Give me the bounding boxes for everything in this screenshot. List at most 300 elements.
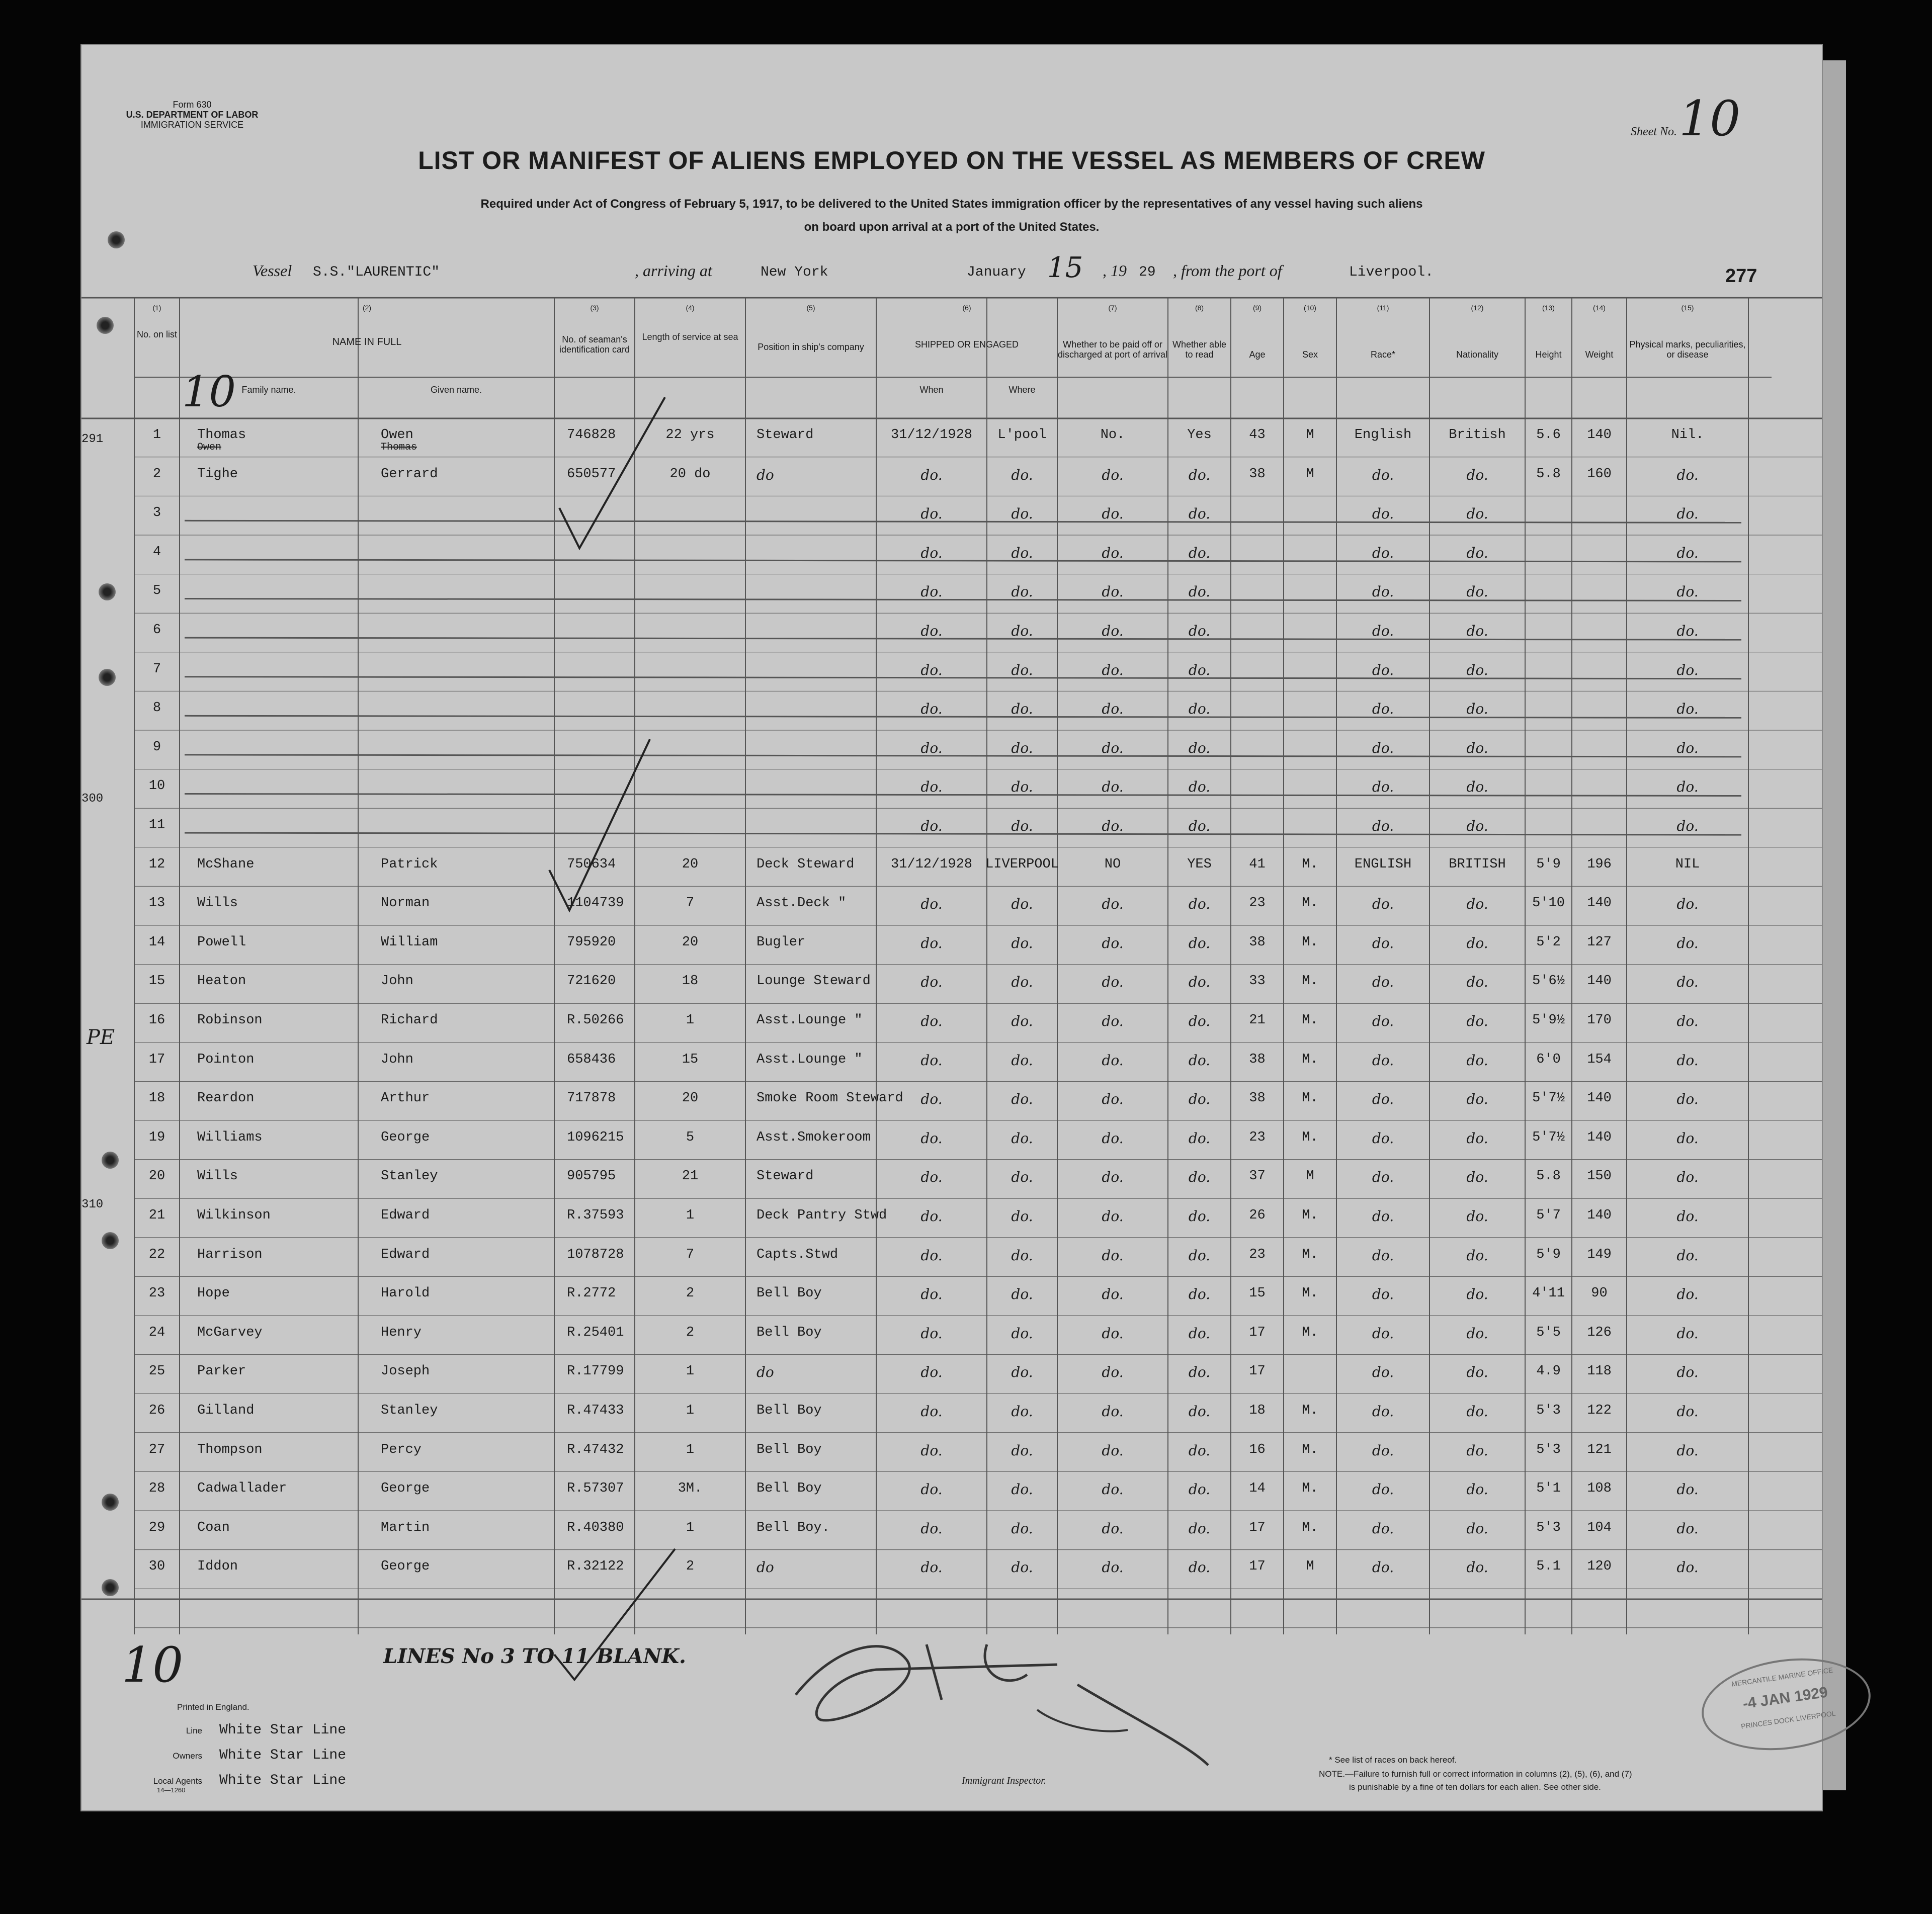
strike-line <box>185 638 1741 640</box>
line-value: White Star Line <box>219 1722 347 1738</box>
id-card-number: R.25401 <box>567 1325 624 1340</box>
sex: M. <box>1302 1442 1318 1457</box>
sex: M. <box>1302 1403 1318 1418</box>
shipped-when: do. <box>920 1520 943 1537</box>
column-number: (2) <box>362 304 372 312</box>
shipped-where: do. <box>1011 934 1033 951</box>
physical-marks: do. <box>1676 1091 1699 1108</box>
column-number: (7) <box>1108 304 1117 312</box>
physical-marks: do. <box>1676 544 1699 561</box>
paid-off: do. <box>1102 818 1124 834</box>
nationality: do. <box>1466 505 1488 523</box>
race: do. <box>1372 466 1394 483</box>
column-number: (1) <box>152 304 161 312</box>
race: do. <box>1372 896 1394 913</box>
able-to-read: do. <box>1188 466 1211 483</box>
shipped-when: 31/12/1928 <box>890 856 973 872</box>
paid-off: do. <box>1102 1247 1124 1264</box>
arrival-day: 15 <box>1047 251 1083 284</box>
shipped-when: do. <box>920 1403 943 1420</box>
id-card-number: 1104739 <box>567 896 624 911</box>
position: Bell Boy. <box>757 1520 830 1535</box>
arrival-year: 29 <box>1139 265 1156 280</box>
given-name: George <box>381 1559 430 1575</box>
row-number: 1 <box>152 427 161 443</box>
shipped-when: do. <box>920 466 943 483</box>
age: 38 <box>1249 466 1266 482</box>
length-of-service: 5 <box>686 1129 695 1145</box>
given-name: Gerrard <box>381 466 438 482</box>
nationality: do. <box>1466 974 1488 991</box>
arrival-month: January <box>967 265 1026 280</box>
id-card-number: R.32122 <box>567 1559 624 1575</box>
shipped-where: do. <box>1011 1364 1033 1381</box>
position: do <box>757 1559 774 1576</box>
header-where: Where <box>1009 385 1036 395</box>
able-to-read: do. <box>1188 1169 1211 1186</box>
id-card-number: 746828 <box>567 427 616 443</box>
age: 17 <box>1249 1559 1266 1575</box>
age: 16 <box>1249 1442 1266 1457</box>
paid-off: do. <box>1102 778 1124 796</box>
physical-marks: do. <box>1676 1520 1699 1537</box>
inspector-signature <box>776 1614 1228 1780</box>
paid-off: NO <box>1104 856 1121 872</box>
race: ENGLISH <box>1354 856 1412 872</box>
paid-off: do. <box>1102 1364 1124 1381</box>
shipped-when: do. <box>920 896 943 913</box>
stamp-top: MERCANTILE MARINE OFFICE <box>1731 1666 1834 1688</box>
column-number: (11) <box>1377 304 1389 312</box>
line-row <box>127 1722 346 1738</box>
shipped-when: do. <box>920 623 943 639</box>
race: do. <box>1372 1091 1394 1108</box>
able-to-read: do. <box>1188 583 1211 600</box>
strike-line <box>185 716 1741 718</box>
length-of-service: 1 <box>686 1442 695 1457</box>
id-card-number: 650577 <box>567 466 616 482</box>
given-name: Edward <box>381 1247 430 1262</box>
race: do. <box>1372 583 1394 600</box>
column-number: (15) <box>1681 304 1694 312</box>
race: do. <box>1372 1403 1394 1420</box>
age: 38 <box>1249 934 1266 950</box>
height: 5'7½ <box>1532 1129 1565 1145</box>
age: 23 <box>1249 896 1266 911</box>
owners-value: White Star Line <box>219 1748 347 1763</box>
length-of-service: 1 <box>686 1364 695 1379</box>
physical-marks: do. <box>1676 1403 1699 1420</box>
family-name: Wills <box>197 1169 238 1184</box>
margin-310: 310 <box>81 1198 104 1211</box>
age: 17 <box>1249 1325 1266 1340</box>
shipped-where: do. <box>1011 1169 1033 1186</box>
age: 15 <box>1249 1286 1266 1301</box>
given-name-struck: Thomas <box>381 442 417 453</box>
nationality: do. <box>1466 1247 1488 1264</box>
column-number: (9) <box>1252 304 1262 312</box>
height: 5'3 <box>1536 1520 1561 1535</box>
header-sex: Sex <box>1302 350 1318 360</box>
shipped-where: do. <box>1011 1208 1033 1225</box>
nationality: do. <box>1466 896 1488 913</box>
department: U.S. DEPARTMENT OF LABOR <box>126 110 259 120</box>
physical-marks: do. <box>1676 466 1699 483</box>
row-number: 30 <box>148 1559 165 1575</box>
able-to-read: do. <box>1188 544 1211 561</box>
fine-note-1: NOTE.—Failure to furnish full or correct information in columns (2), (5), (6), and (7) <box>1319 1769 1632 1779</box>
shipped-where: do. <box>1011 1520 1033 1537</box>
physical-marks: do. <box>1676 896 1699 913</box>
paid-off: do. <box>1102 505 1124 523</box>
from-port-label: , from the port of <box>1173 262 1282 280</box>
shipped-when: do. <box>920 1481 943 1498</box>
family-name: Harrison <box>197 1247 263 1262</box>
nationality: do. <box>1466 1169 1488 1186</box>
nationality: do. <box>1466 1325 1488 1342</box>
able-to-read: do. <box>1188 623 1211 639</box>
header-length-service: Length of service at sea <box>642 332 738 342</box>
paid-off: do. <box>1102 466 1124 483</box>
able-to-read: do. <box>1188 1364 1211 1381</box>
weight: 121 <box>1587 1442 1612 1457</box>
length-of-service: 7 <box>686 1247 695 1262</box>
family-name: Wills <box>197 896 238 911</box>
given-name: Richard <box>381 1013 438 1028</box>
position: Bell Boy <box>757 1481 822 1497</box>
sex: M. <box>1302 1052 1318 1067</box>
age: 14 <box>1249 1481 1266 1497</box>
position: Asst.Lounge " <box>757 1052 863 1067</box>
shipped-when: do. <box>920 661 943 678</box>
year-label: , 19 <box>1103 262 1127 280</box>
header-age: Age <box>1249 350 1266 360</box>
able-to-read: do. <box>1188 1052 1211 1069</box>
weight: 196 <box>1587 856 1612 872</box>
from-port: Liverpool. <box>1349 265 1434 280</box>
position: do <box>757 1364 774 1381</box>
shipped-where: do. <box>1011 544 1033 561</box>
shipped-when: do. <box>920 1169 943 1186</box>
given-name: Percy <box>381 1442 422 1457</box>
given-name: Arthur <box>381 1091 430 1106</box>
nationality: do. <box>1466 701 1488 718</box>
physical-marks: do. <box>1676 974 1699 991</box>
shipped-where: do. <box>1011 466 1033 483</box>
margin-list-number: 10 <box>182 367 236 416</box>
page-title: LIST OR MANIFEST OF ALIENS EMPLOYED ON THE VESSEL AS MEMBERS OF CREW <box>418 146 1485 175</box>
shipped-where: do. <box>1011 1403 1033 1420</box>
paid-off: do. <box>1102 1129 1124 1147</box>
paid-off: do. <box>1102 1052 1124 1069</box>
height: 5'6½ <box>1532 974 1565 989</box>
shipped-where: do. <box>1011 1481 1033 1498</box>
race: do. <box>1372 1286 1394 1303</box>
shipped-where: do. <box>1011 818 1033 834</box>
length-of-service: 1 <box>686 1013 695 1028</box>
row-number: 7 <box>152 661 161 677</box>
shipped-where: do. <box>1011 1013 1033 1029</box>
physical-marks: do. <box>1676 1247 1699 1264</box>
height: 5'5 <box>1536 1325 1561 1340</box>
id-card-number: 1096215 <box>567 1129 624 1145</box>
manifest-sheet <box>80 44 1836 1811</box>
shipped-where: do. <box>1011 974 1033 991</box>
paid-off: do. <box>1102 739 1124 756</box>
paid-off: do. <box>1102 1286 1124 1303</box>
able-to-read: do. <box>1188 934 1211 951</box>
row-number: 5 <box>152 583 161 599</box>
race: do. <box>1372 623 1394 639</box>
shipped-where: do. <box>1011 1129 1033 1147</box>
weight: 127 <box>1587 934 1612 950</box>
nationality: do. <box>1466 1052 1488 1069</box>
nationality: do. <box>1466 1559 1488 1576</box>
race: do. <box>1372 661 1394 678</box>
row-number: 18 <box>148 1091 165 1106</box>
id-card-number: 1078728 <box>567 1247 624 1262</box>
weight: 122 <box>1587 1403 1612 1418</box>
paid-off: do. <box>1102 1559 1124 1576</box>
race: do. <box>1372 778 1394 796</box>
able-to-read: do. <box>1188 739 1211 756</box>
weight: 140 <box>1587 427 1612 443</box>
sex: M <box>1306 1559 1314 1575</box>
physical-marks: Nil. <box>1671 427 1704 443</box>
printed-note: Printed in England. <box>177 1702 249 1712</box>
sex: M. <box>1302 1286 1318 1301</box>
position: Capts.Stwd <box>757 1247 838 1262</box>
subtitle-line-2: on board upon arrival at a port of the United States. <box>804 220 1100 234</box>
height: 5'9 <box>1536 856 1561 872</box>
strike-line <box>185 560 1741 562</box>
given-name: George <box>381 1129 430 1145</box>
sex: M. <box>1302 1208 1318 1223</box>
physical-marks: do. <box>1676 1559 1699 1576</box>
position: Bell Boy <box>757 1286 822 1301</box>
position: Asst.Deck " <box>757 896 847 911</box>
header-given-name: Given name. <box>430 385 482 395</box>
sex: M. <box>1302 896 1318 911</box>
shipped-where: do. <box>1011 1052 1033 1069</box>
paid-off: do. <box>1102 1442 1124 1459</box>
length-of-service: 2 <box>686 1559 695 1575</box>
id-card-number: R.47432 <box>567 1442 624 1457</box>
able-to-read: do. <box>1188 505 1211 523</box>
paid-off: No. <box>1100 427 1125 443</box>
row-number: 27 <box>148 1442 165 1457</box>
able-to-read: do. <box>1188 1208 1211 1225</box>
height: 4'11 <box>1532 1286 1565 1301</box>
physical-marks: do. <box>1676 1364 1699 1381</box>
race: do. <box>1372 818 1394 834</box>
shipped-when: do. <box>920 1559 943 1576</box>
sex: M. <box>1302 1481 1318 1497</box>
shipped-when: do. <box>920 974 943 991</box>
shipped-where: do. <box>1011 701 1033 718</box>
shipped-when: do. <box>920 1052 943 1069</box>
race: do. <box>1372 1013 1394 1029</box>
shipped-when: do. <box>920 1286 943 1303</box>
row-number: 10 <box>148 778 165 794</box>
family-name: Parker <box>197 1364 246 1379</box>
race: do. <box>1372 1052 1394 1069</box>
given-name: Patrick <box>381 856 438 872</box>
column-number: (6) <box>962 304 971 312</box>
nationality: do. <box>1466 583 1488 600</box>
length-of-service: 15 <box>682 1052 699 1067</box>
family-name: Cadwallader <box>197 1481 287 1497</box>
shipped-where: L'pool <box>997 427 1047 443</box>
able-to-read: do. <box>1188 778 1211 796</box>
sex: M. <box>1302 974 1318 989</box>
strike-line <box>185 677 1741 679</box>
height: 5'2 <box>1536 934 1561 950</box>
position: Deck Steward <box>757 856 855 872</box>
length-of-service: 7 <box>686 896 695 911</box>
shipped-where: do. <box>1011 505 1033 523</box>
length-of-service: 20 <box>682 856 699 872</box>
given-name: Owen <box>381 427 413 443</box>
physical-marks: do. <box>1676 818 1699 834</box>
paid-off: do. <box>1102 623 1124 639</box>
header-position: Position in ship's company <box>758 342 864 352</box>
paid-off: do. <box>1102 583 1124 600</box>
id-card-number: 795920 <box>567 934 616 950</box>
row-number: 22 <box>148 1247 165 1262</box>
height: 5'9½ <box>1532 1013 1565 1028</box>
weight: 90 <box>1591 1286 1608 1301</box>
physical-marks: do. <box>1676 583 1699 600</box>
nationality: do. <box>1466 739 1488 756</box>
age: 33 <box>1249 974 1266 989</box>
column-number: (5) <box>806 304 815 312</box>
race: do. <box>1372 1247 1394 1264</box>
age: 41 <box>1249 856 1266 872</box>
sex: M. <box>1302 1129 1318 1145</box>
race: do. <box>1372 739 1394 756</box>
able-to-read: do. <box>1188 1247 1211 1264</box>
position: Asst.Smokeroom <box>757 1129 871 1145</box>
sex: M <box>1306 427 1314 443</box>
race-note: * See list of races on back hereof. <box>1329 1755 1457 1765</box>
length-of-service: 20 do <box>669 466 711 482</box>
stamp-date: -4 JAN 1929 <box>1741 1684 1829 1712</box>
row-number: 16 <box>148 1013 165 1028</box>
height: 5.8 <box>1536 1169 1561 1184</box>
paid-off: do. <box>1102 1520 1124 1537</box>
subtitle-line-1: Required under Act of Congress of February 5, 1917, to be delivered to the United States immigration officer by the representatives of any vessel having such aliens <box>480 197 1423 211</box>
age: 17 <box>1249 1520 1266 1535</box>
owners-label: Owners <box>173 1751 202 1761</box>
family-name: Wilkinson <box>197 1208 271 1223</box>
blank-lines-note: LINES No 3 TO 11 BLANK. <box>383 1644 686 1668</box>
length-of-service: 22 yrs <box>665 427 715 443</box>
family-name: Iddon <box>197 1559 238 1575</box>
weight: 150 <box>1587 1169 1612 1184</box>
sex: M. <box>1302 1013 1318 1028</box>
family-name: Powell <box>197 934 246 950</box>
id-card-number: R.40380 <box>567 1520 624 1535</box>
able-to-read: YES <box>1187 856 1212 872</box>
family-name: Pointon <box>197 1052 255 1067</box>
nationality: do. <box>1466 661 1488 678</box>
able-to-read: do. <box>1188 661 1211 678</box>
shipped-when: do. <box>920 1091 943 1108</box>
height: 5'1 <box>1536 1481 1561 1497</box>
sex: M <box>1306 466 1314 482</box>
row-number: 21 <box>148 1208 165 1223</box>
sheet-label: Sheet No. <box>1631 125 1677 138</box>
given-name: Joseph <box>381 1364 430 1379</box>
column-number: (13) <box>1542 304 1555 312</box>
able-to-read: do. <box>1188 1286 1211 1303</box>
race: do. <box>1372 974 1394 991</box>
id-card-number: 905795 <box>567 1169 616 1184</box>
nationality: do. <box>1466 1403 1488 1420</box>
weight: 140 <box>1587 1129 1612 1145</box>
side-number: 10 <box>122 1637 184 1693</box>
position: Asst.Lounge " <box>757 1013 863 1028</box>
agents-label: Local Agents <box>153 1776 202 1786</box>
paid-off: do. <box>1102 1091 1124 1108</box>
strike-line <box>185 833 1741 835</box>
age: 26 <box>1249 1208 1266 1223</box>
paid-off: do. <box>1102 934 1124 951</box>
row-number: 15 <box>148 974 165 989</box>
given-name: William <box>381 934 438 950</box>
physical-marks: do. <box>1676 505 1699 523</box>
inspector-label: Immigrant Inspector. <box>962 1775 1046 1786</box>
column-number: (14) <box>1593 304 1606 312</box>
margin-pe: PE <box>87 1026 115 1049</box>
shipped-where: do. <box>1011 896 1033 913</box>
length-of-service: 20 <box>682 934 699 950</box>
physical-marks: do. <box>1676 1286 1699 1303</box>
able-to-read: do. <box>1188 1013 1211 1029</box>
shipped-when: do. <box>920 544 943 561</box>
sex: M. <box>1302 934 1318 950</box>
header-shipped: SHIPPED OR ENGAGED <box>914 339 1019 350</box>
vessel-name: S.S."LAURENTIC" <box>313 265 440 280</box>
id-card-number: 717878 <box>567 1091 616 1106</box>
header-paid-off: Whether to be paid off or discharged at port of arrival <box>1057 339 1168 360</box>
nationality: do. <box>1466 1208 1488 1225</box>
id-card-number: R.2772 <box>567 1286 616 1301</box>
paid-off: do. <box>1102 1325 1124 1342</box>
nationality: do. <box>1466 1481 1488 1498</box>
shipped-where: do. <box>1011 583 1033 600</box>
nationality: do. <box>1466 1286 1488 1303</box>
family-name: Hope <box>197 1286 230 1301</box>
position: Deck Pantry Stwd <box>757 1208 887 1223</box>
race: do. <box>1372 505 1394 523</box>
header-no-on-list: No. on list <box>136 329 178 339</box>
row-number: 19 <box>148 1129 165 1145</box>
physical-marks: do. <box>1676 1481 1699 1498</box>
shipped-where: do. <box>1011 661 1033 678</box>
nationality: do. <box>1466 1364 1488 1381</box>
header-when: When <box>919 385 944 395</box>
physical-marks: do. <box>1676 778 1699 796</box>
shipped-when: do. <box>920 583 943 600</box>
position: Bell Boy <box>757 1325 822 1340</box>
position: Lounge Steward <box>757 974 871 989</box>
physical-marks: do. <box>1676 623 1699 639</box>
row-number: 8 <box>152 701 161 716</box>
length-of-service: 1 <box>686 1520 695 1535</box>
row-number: 11 <box>148 818 165 833</box>
